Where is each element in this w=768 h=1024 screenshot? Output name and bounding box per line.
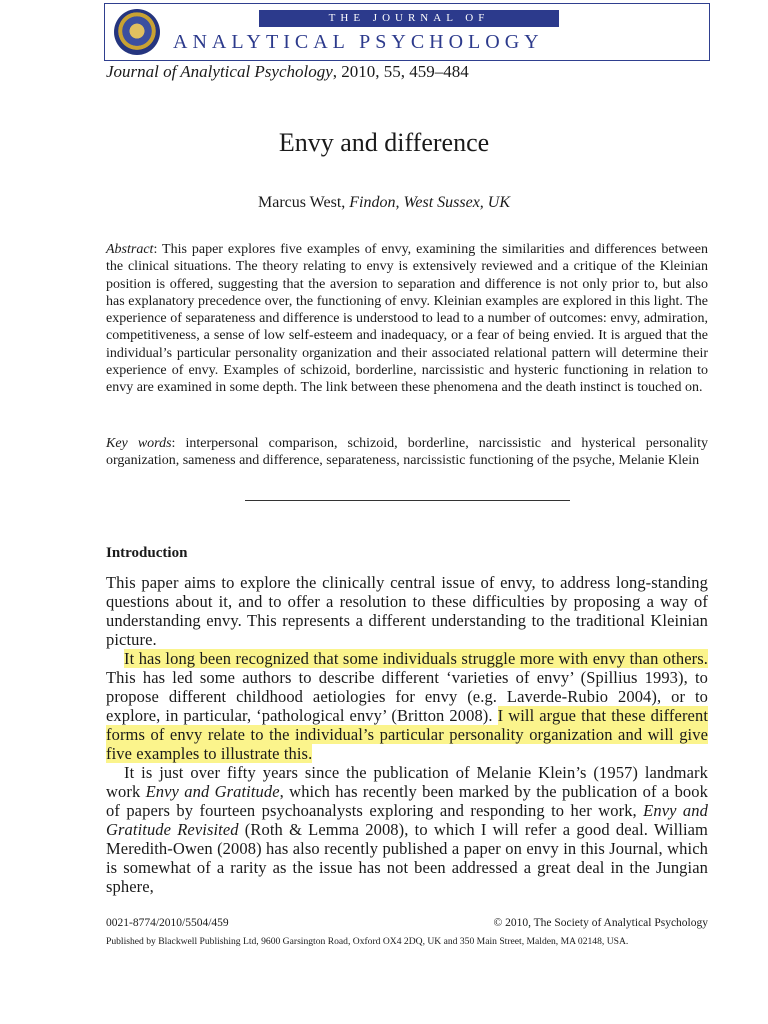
introduction-body: [106, 573, 708, 896]
abstract-label: Abstract: [106, 242, 154, 257]
author-location: Findon, West Sussex, UK: [349, 194, 511, 211]
abstract: [106, 241, 708, 397]
keywords: [106, 435, 708, 469]
masthead-top-bar: THE JOURNAL OF: [259, 10, 559, 27]
paragraph-3-text-c: (Roth & Lemma 2008), to which I will refer a good deal. William Meredith-Owen (2008) has also recently published a paper on envy in this Journal, which is somewhat of a rarity as the issue has not been addressed a great deal in the Jungian sphere,: [106, 820, 708, 896]
introduction-heading: Introduction: [106, 545, 188, 561]
abstract-text: : This paper explores five examples of envy, examining the similarities and differences between the clinical situations. The theory relating to envy is extensively reviewed and a critique of the Kleinian position is offered, suggesting that the aversion to separation and difference is not only prior to, but also has explanatory precedence over, the functioning of envy. Kleinian examples are explored in this light. The experience of separateness and difference is understood to lead to a number of outcomes: envy, admiration, competitiveness, a sense of low self-esteem and inadequacy, or a fear of being envied. It is argued that the individual’s particular personality organization and their associated relational pattern will determine their experience of envy. Examples of schizoid, borderline, narcissistic and hysteric functioning in relation to envy are examined in some depth. The link between these phenomena and the death instinct is touched on.: [106, 242, 708, 396]
book-title-revisited: Envy and Gratitude Revisited: [106, 801, 708, 839]
highlight-1: It has long been recognized that some individuals struggle more with envy than others.: [124, 649, 708, 668]
paragraph-1: This paper aims to explore the clinically central issue of envy, to address long-standing questions about it, and to offer a resolution to these difficulties by proposing a way of understanding envy. This represents a different understanding to the traditional Kleinian picture.: [106, 573, 708, 649]
journal-masthead: [104, 3, 710, 61]
paper-title: Envy and difference: [278, 128, 490, 157]
highlight-2: I will argue that these different forms of envy relate to the individual’s particular personality organization and will give five examples to illustrate this.: [106, 706, 709, 763]
author-name: Marcus West,: [257, 194, 350, 211]
paragraph-2: [106, 649, 708, 763]
section-divider: [245, 500, 570, 501]
paragraph-3: [106, 763, 708, 896]
paragraph-3-text-a: It is just over fifty years since the publication of Melanie Klein’s (1957) landmark work: [106, 763, 708, 801]
footer-copyright: © 2010, The Society of Analytical Psychology: [493, 917, 708, 929]
author-line: [0, 194, 768, 212]
paragraph-3-text-b: , which has recently been marked by the publication of a book of papers by fourteen psychoanalysts exploring and responding to her work,: [106, 782, 708, 820]
keywords-label: Key words: [106, 436, 172, 451]
citation-journal: Journal of Analytical Psychology: [106, 62, 333, 81]
footer-publisher: Published by Blackwell Publishing Ltd, 9600 Garsington Road, Oxford OX4 2DQ, UK and 350 Main Street, Malden, MA 02148, USA.: [106, 936, 629, 947]
footer-issn: 0021-8774/2010/5504/459: [106, 917, 229, 929]
citation-details: , 2010, 55, 459–484: [332, 62, 469, 81]
journal-seal-icon: [114, 9, 160, 55]
masthead-journal-name: ANALYTICAL PSYCHOLOGY: [173, 31, 544, 53]
paragraph-2-text: This has led some authors to describe different ‘varieties of envy’ (Spillius 1993), to propose different childhood aetiologies for envy (e.g. Laverde-Rubio 2004), or to explore, in particular, ‘pathological envy’ (Britton 2008).: [106, 668, 708, 725]
citation-line: [106, 62, 469, 82]
keywords-text: : interpersonal comparison, schizoid, borderline, narcissistic and hysterical personality organization, sameness and difference, separateness, narcissistic functioning of the psyche, Melanie Klein: [106, 436, 709, 468]
book-title-envy-and-gratitude: Envy and Gratitude: [145, 782, 280, 801]
